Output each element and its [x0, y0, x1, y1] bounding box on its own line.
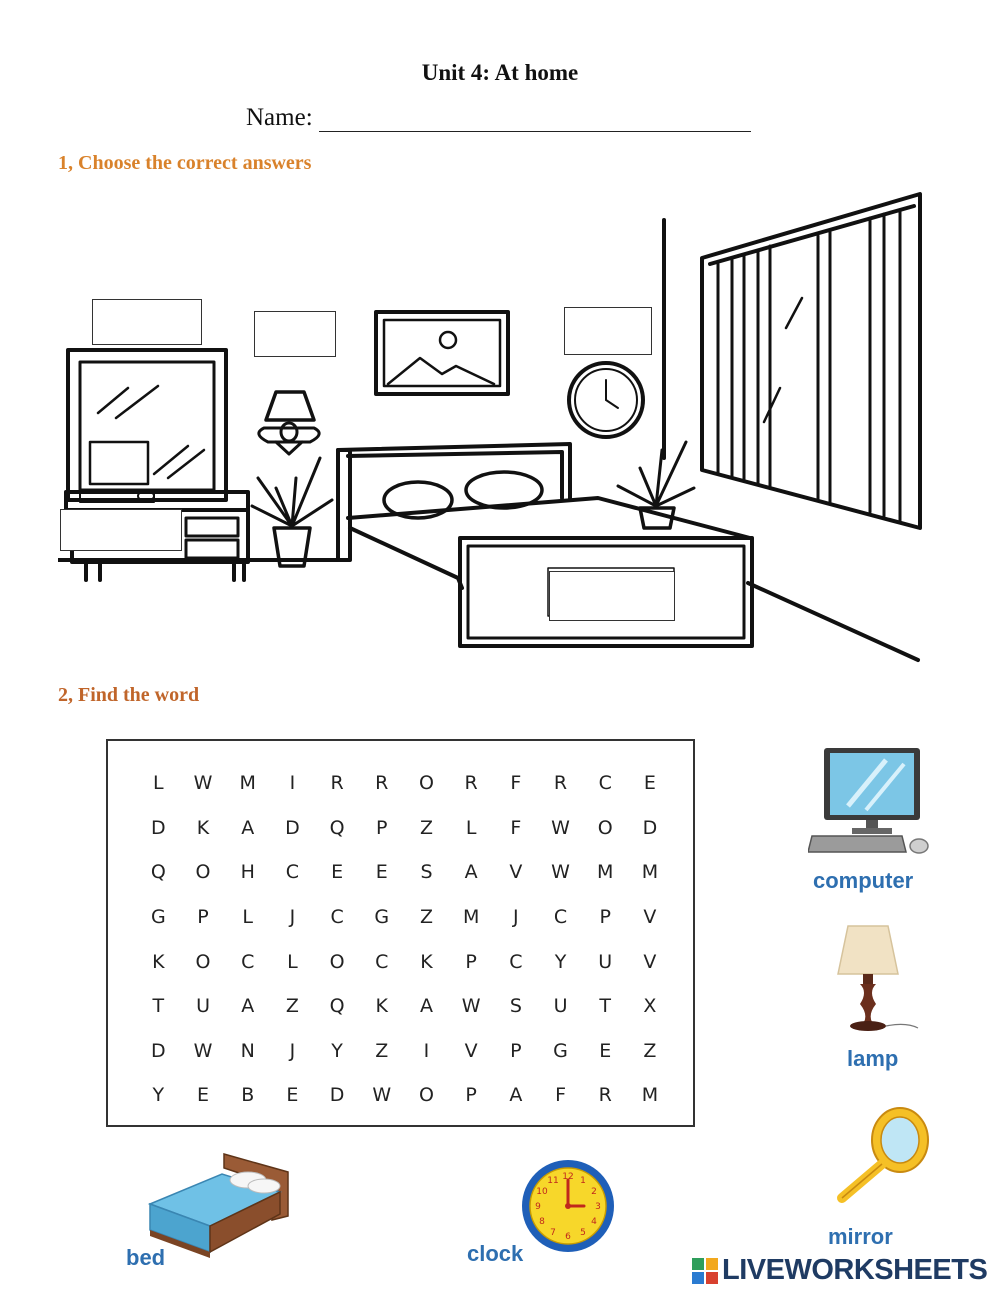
- grid-letter[interactable]: E: [599, 1039, 612, 1062]
- grid-letter[interactable]: A: [419, 995, 433, 1018]
- grid-letter[interactable]: K: [420, 950, 433, 973]
- grid-letter[interactable]: B: [241, 1084, 255, 1107]
- name-input-line[interactable]: [319, 105, 751, 132]
- grid-row: [136, 1029, 672, 1074]
- logo-icon: [692, 1258, 718, 1284]
- grid-letter[interactable]: S: [420, 861, 433, 884]
- grid-letter[interactable]: F: [510, 816, 522, 839]
- grid-letter[interactable]: K: [196, 816, 210, 839]
- grid-letter[interactable]: Y: [554, 950, 567, 973]
- clock-face-numeral: 12: [562, 1172, 574, 1182]
- grid-letter[interactable]: Z: [375, 1039, 389, 1062]
- grid-letter[interactable]: C: [285, 861, 300, 884]
- grid-letter[interactable]: M: [641, 861, 659, 884]
- grid-letter[interactable]: K: [152, 950, 165, 973]
- grid-letter[interactable]: J: [289, 1039, 296, 1062]
- grid-letter[interactable]: I: [289, 772, 296, 795]
- grid-letter[interactable]: O: [195, 950, 211, 973]
- word-search-letters: [136, 761, 672, 1118]
- grid-letter[interactable]: J: [289, 906, 296, 929]
- answer-box-lamp[interactable]: [254, 311, 336, 357]
- clock-face-numeral: 9: [535, 1202, 541, 1212]
- grid-letter[interactable]: A: [241, 995, 255, 1018]
- grid-letter[interactable]: R: [464, 772, 478, 795]
- grid-letter[interactable]: G: [150, 906, 166, 929]
- clock-face-numeral: 7: [550, 1228, 556, 1238]
- grid-letter[interactable]: W: [193, 772, 213, 795]
- grid-letter[interactable]: R: [553, 772, 568, 795]
- grid-letter[interactable]: M: [597, 861, 614, 884]
- grid-letter[interactable]: C: [375, 950, 389, 973]
- grid-letter[interactable]: Q: [150, 861, 166, 884]
- grid-letter[interactable]: A: [241, 816, 255, 839]
- grid-letter[interactable]: C: [330, 906, 344, 929]
- grid-letter[interactable]: D: [642, 816, 658, 839]
- logo-text: LIVEWORKSHEETS: [722, 1254, 988, 1286]
- grid-letter[interactable]: R: [598, 1084, 612, 1107]
- grid-letter[interactable]: M: [239, 772, 256, 795]
- grid-letter[interactable]: K: [375, 995, 389, 1018]
- grid-letter[interactable]: W: [372, 1084, 392, 1107]
- grid-letter[interactable]: T: [599, 995, 612, 1018]
- clock-face-numeral: 2: [591, 1187, 597, 1197]
- grid-letter[interactable]: R: [330, 772, 344, 795]
- grid-letter[interactable]: U: [553, 995, 568, 1018]
- word-search-grid: [106, 739, 695, 1127]
- grid-letter[interactable]: L: [287, 950, 298, 973]
- name-label: Name:: [246, 104, 313, 131]
- grid-letter[interactable]: C: [509, 950, 523, 973]
- grid-letter[interactable]: V: [643, 950, 657, 973]
- grid-letter[interactable]: Z: [419, 906, 433, 929]
- grid-letter[interactable]: O: [195, 861, 211, 884]
- clock-icon: [520, 1158, 616, 1254]
- grid-letter[interactable]: G: [553, 1039, 568, 1062]
- clock-face-numeral: 10: [536, 1187, 548, 1197]
- grid-letter[interactable]: O: [418, 1084, 434, 1107]
- grid-letter[interactable]: O: [329, 950, 345, 973]
- grid-letter[interactable]: O: [418, 772, 434, 795]
- grid-letter[interactable]: U: [196, 995, 210, 1018]
- answer-box-computer[interactable]: [60, 509, 182, 551]
- grid-letter[interactable]: H: [240, 861, 255, 884]
- grid-letter[interactable]: D: [285, 816, 300, 839]
- grid-letter[interactable]: W: [461, 995, 481, 1018]
- grid-letter[interactable]: Z: [419, 816, 433, 839]
- grid-row: [136, 984, 672, 1029]
- clock-face-numeral: 11: [547, 1176, 559, 1186]
- grid-letter[interactable]: F: [510, 772, 522, 795]
- grid-letter[interactable]: C: [553, 906, 568, 929]
- grid-letter[interactable]: Y: [331, 1039, 343, 1062]
- grid-letter[interactable]: D: [329, 1084, 345, 1107]
- answer-box-bed[interactable]: [549, 571, 675, 621]
- grid-row: [136, 895, 672, 940]
- grid-letter[interactable]: X: [643, 995, 657, 1018]
- grid-letter[interactable]: F: [555, 1084, 566, 1107]
- answer-box-clock[interactable]: [564, 307, 652, 355]
- clock-face-numeral: 8: [539, 1217, 545, 1227]
- grid-row: [136, 761, 672, 806]
- grid-letter[interactable]: E: [197, 1084, 210, 1107]
- grid-letter[interactable]: L: [465, 816, 477, 839]
- grid-letter[interactable]: W: [193, 1039, 213, 1062]
- grid-letter[interactable]: S: [509, 995, 522, 1018]
- clock-face-numeral: 1: [580, 1176, 586, 1186]
- grid-letter[interactable]: P: [376, 816, 388, 839]
- grid-letter[interactable]: O: [597, 816, 613, 839]
- grid-letter[interactable]: P: [197, 906, 209, 929]
- clock-face-numeral: 3: [595, 1202, 601, 1212]
- grid-letter[interactable]: P: [510, 1039, 522, 1062]
- bed-icon: [148, 1150, 292, 1260]
- clock-label: clock: [467, 1241, 524, 1266]
- liveworksheets-logo: [692, 1254, 987, 1287]
- grid-letter[interactable]: E: [375, 861, 388, 884]
- worksheet-title: Unit 4: At home: [421, 60, 579, 85]
- grid-letter[interactable]: W: [551, 861, 570, 884]
- computer-label: computer: [813, 868, 914, 893]
- bedroom-illustration: [58, 188, 928, 668]
- grid-letter[interactable]: M: [462, 906, 480, 929]
- grid-letter[interactable]: I: [423, 1039, 430, 1062]
- mirror-label: mirror: [828, 1224, 893, 1249]
- grid-letter[interactable]: V: [464, 1039, 478, 1062]
- grid-letter[interactable]: V: [509, 861, 523, 884]
- grid-letter[interactable]: Q: [329, 995, 345, 1018]
- grid-row: [136, 850, 672, 895]
- section2-heading: 2, Find the word: [58, 684, 200, 706]
- bed-label: bed: [126, 1245, 166, 1270]
- grid-letter[interactable]: U: [598, 950, 613, 973]
- grid-letter[interactable]: D: [151, 1039, 166, 1062]
- grid-letter[interactable]: Z: [643, 1039, 657, 1062]
- grid-letter[interactable]: L: [242, 906, 254, 929]
- grid-letter[interactable]: V: [643, 906, 657, 929]
- answer-box-mirror[interactable]: [92, 299, 202, 345]
- grid-letter[interactable]: D: [151, 816, 166, 839]
- grid-row: [136, 806, 672, 851]
- grid-letter[interactable]: Q: [329, 816, 345, 839]
- section1-heading: 1, Choose the correct answers: [58, 152, 312, 174]
- grid-letter[interactable]: G: [374, 906, 390, 929]
- grid-letter[interactable]: P: [465, 950, 477, 973]
- grid-letter[interactable]: E: [331, 861, 344, 884]
- clock-face-numeral: 6: [565, 1232, 571, 1242]
- grid-letter[interactable]: T: [152, 995, 165, 1018]
- grid-letter[interactable]: R: [375, 772, 389, 795]
- grid-letter[interactable]: Z: [285, 995, 299, 1018]
- grid-letter[interactable]: N: [240, 1039, 255, 1062]
- grid-letter[interactable]: A: [509, 1084, 523, 1107]
- grid-letter[interactable]: L: [153, 772, 164, 795]
- grid-letter[interactable]: C: [598, 772, 612, 795]
- clock-face-numeral: 4: [591, 1217, 597, 1227]
- grid-row: [136, 1073, 672, 1118]
- grid-letter[interactable]: P: [599, 906, 611, 929]
- computer-icon: [808, 744, 936, 858]
- grid-letter[interactable]: P: [465, 1084, 477, 1107]
- grid-letter[interactable]: W: [551, 816, 570, 839]
- grid-letter[interactable]: Y: [152, 1084, 165, 1107]
- grid-letter[interactable]: C: [241, 950, 255, 973]
- grid-letter[interactable]: J: [513, 906, 519, 929]
- lamp-label: lamp: [847, 1046, 899, 1071]
- grid-letter[interactable]: E: [643, 772, 656, 795]
- grid-letter[interactable]: M: [641, 1084, 659, 1107]
- grid-row: [136, 939, 672, 984]
- grid-letter[interactable]: E: [286, 1084, 299, 1107]
- mirror-icon: [830, 1104, 934, 1210]
- grid-letter[interactable]: A: [464, 861, 478, 884]
- lamp-icon: [830, 922, 928, 1034]
- name-row: [246, 104, 751, 132]
- clock-face-numeral: 5: [580, 1228, 586, 1238]
